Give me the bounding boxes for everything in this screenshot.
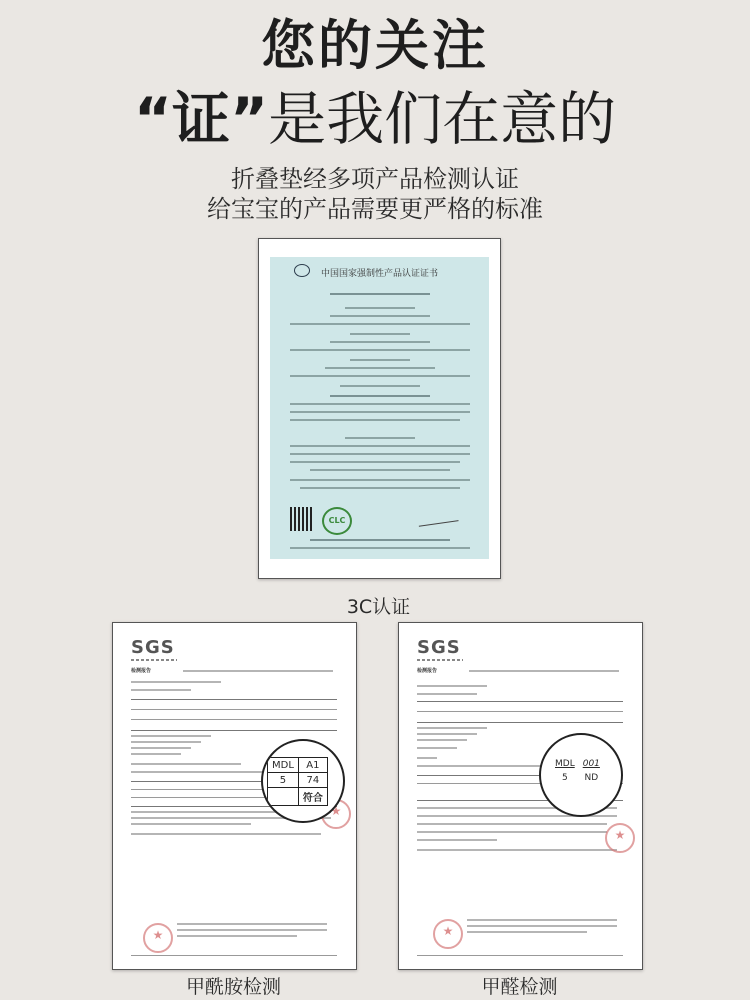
subtitle-rest: 是我们在意的: [268, 85, 617, 153]
ccc-certificate-body: [270, 257, 489, 559]
description-line-2: 给宝宝的产品需要更严格的标准: [207, 195, 543, 223]
page-title: 您的关注: [261, 14, 489, 77]
zoom-circle: [261, 739, 345, 823]
zoom-header-001: 001: [582, 759, 600, 769]
sgs-logo: SGS: [417, 637, 461, 658]
clc-mark-icon: CLC: [322, 507, 352, 535]
zoom-circle: [539, 733, 623, 817]
signature-icon: [417, 510, 458, 526]
ccc-certificate-title: 中国国家强制性产品认证证书: [320, 269, 438, 279]
red-stamp-icon: [433, 919, 463, 949]
zoom-value-mdl: 5: [268, 773, 299, 788]
zoom-header-mdl: MDL: [268, 758, 299, 773]
ccc-certificate-image: [258, 238, 501, 579]
zoom-header-mdl: MDL: [555, 759, 575, 769]
ccc-caption: 3C认证: [346, 596, 411, 618]
zoom-header-a1: A1: [298, 758, 327, 773]
red-stamp-icon: [143, 923, 173, 953]
qr-code-icon: [290, 507, 314, 531]
report-title: 检测报告: [417, 668, 438, 674]
zoom-value-a1: 74: [298, 773, 327, 788]
formamide-report-image: [112, 622, 357, 970]
subtitle-quoted: “证”: [133, 85, 269, 153]
description-line-1: 折叠垫经多项产品检测认证: [231, 165, 519, 193]
sgs-logo: SGS: [131, 637, 175, 658]
page-subtitle: [0, 84, 750, 154]
zoom-value-mdl: 5: [561, 773, 568, 783]
report-title: 检测报告: [131, 668, 152, 674]
formaldehyde-caption: 甲醛检测: [481, 976, 558, 998]
formaldehyde-report-image: [398, 622, 643, 970]
formamide-caption: 甲酰胺检测: [185, 976, 281, 998]
zoom-value-001: ND: [584, 773, 599, 783]
red-stamp-icon: [605, 823, 635, 853]
zoom-result: 符合: [298, 788, 327, 806]
